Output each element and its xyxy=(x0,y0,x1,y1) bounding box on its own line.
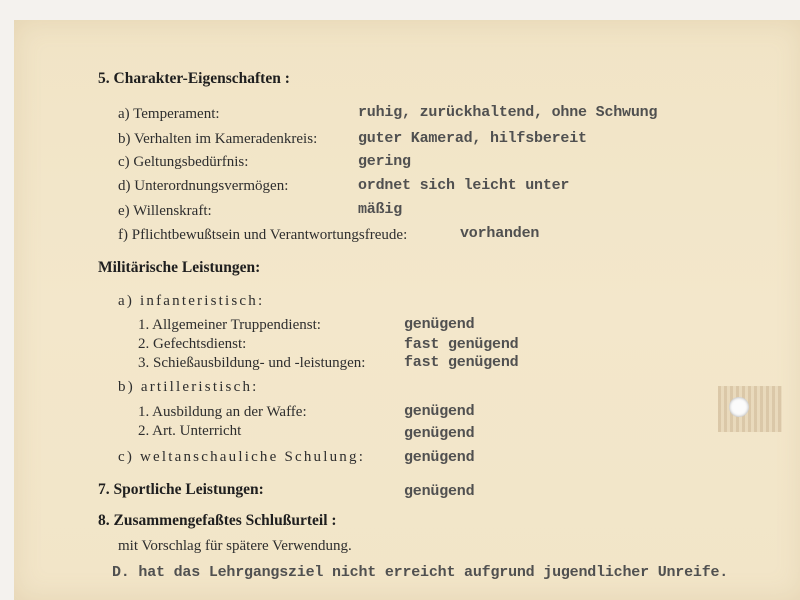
comradeship-label: b) Verhalten im Kameradenkreis: xyxy=(118,131,318,147)
military-heading: Militärische Leistungen: xyxy=(98,259,261,276)
section-8-subline: mit Vorschlag für spätere Verwendung. xyxy=(118,538,352,554)
artillery-label: b) artilleristisch: xyxy=(118,379,259,395)
artillery-instruction-label: 2. Art. Unterricht xyxy=(138,423,242,439)
artillery-instruction-value: genügend xyxy=(404,425,475,442)
shooting-label: 3. Schießausbildung- und -leistungen: xyxy=(138,355,366,371)
ideological-training-label: c) weltanschauliche Schulung: xyxy=(118,449,366,465)
ideological-training-value: genügend xyxy=(404,449,475,466)
willpower-label: e) Willenskraft: xyxy=(118,203,212,219)
general-troop-duty-value: genügend xyxy=(404,316,475,333)
general-troop-duty-label: 1. Allgemeiner Truppendienst: xyxy=(138,317,321,333)
temperament-value: ruhig, zurückhaltend, ohne Schwung xyxy=(358,104,658,121)
duty-label: f) Pflichtbewußtsein und Verantwortungsfreude: xyxy=(118,227,408,243)
sports-value: genügend xyxy=(404,483,475,500)
section-8-heading: 8. Zusammengefaßtes Schlußurteil : xyxy=(98,512,337,529)
duty-value: vorhanden xyxy=(460,225,540,242)
infantry-label: a) infanteristisch: xyxy=(118,293,265,309)
willpower-value: mäßig xyxy=(358,201,403,218)
weapon-training-value: genügend xyxy=(404,403,475,420)
weapon-training-label: 1. Ausbildung an der Waffe: xyxy=(138,404,307,420)
section-5-heading: 5. Charakter-Eigenschaften : xyxy=(98,70,290,87)
temperament-label: a) Temperament: xyxy=(118,106,220,122)
final-judgement-text: D. hat das Lehrgangsziel nicht erreicht aufgrund jugendlicher Unreife. xyxy=(112,564,729,581)
shooting-value: fast genügend xyxy=(404,354,519,371)
subordination-value: ordnet sich leicht unter xyxy=(358,177,570,194)
comradeship-value: guter Kamerad, hilfsbereit xyxy=(358,130,587,147)
tape-strip xyxy=(718,386,782,432)
recognition-need-label: c) Geltungsbedürfnis: xyxy=(118,154,249,170)
combat-duty-label: 2. Gefechtsdienst: xyxy=(138,336,247,352)
punch-hole xyxy=(729,397,749,417)
subordination-label: d) Unterordnungsvermögen: xyxy=(118,178,289,194)
recognition-need-value: gering xyxy=(358,153,411,170)
section-7-heading: 7. Sportliche Leistungen: xyxy=(98,481,264,498)
combat-duty-value: fast genügend xyxy=(404,336,519,353)
